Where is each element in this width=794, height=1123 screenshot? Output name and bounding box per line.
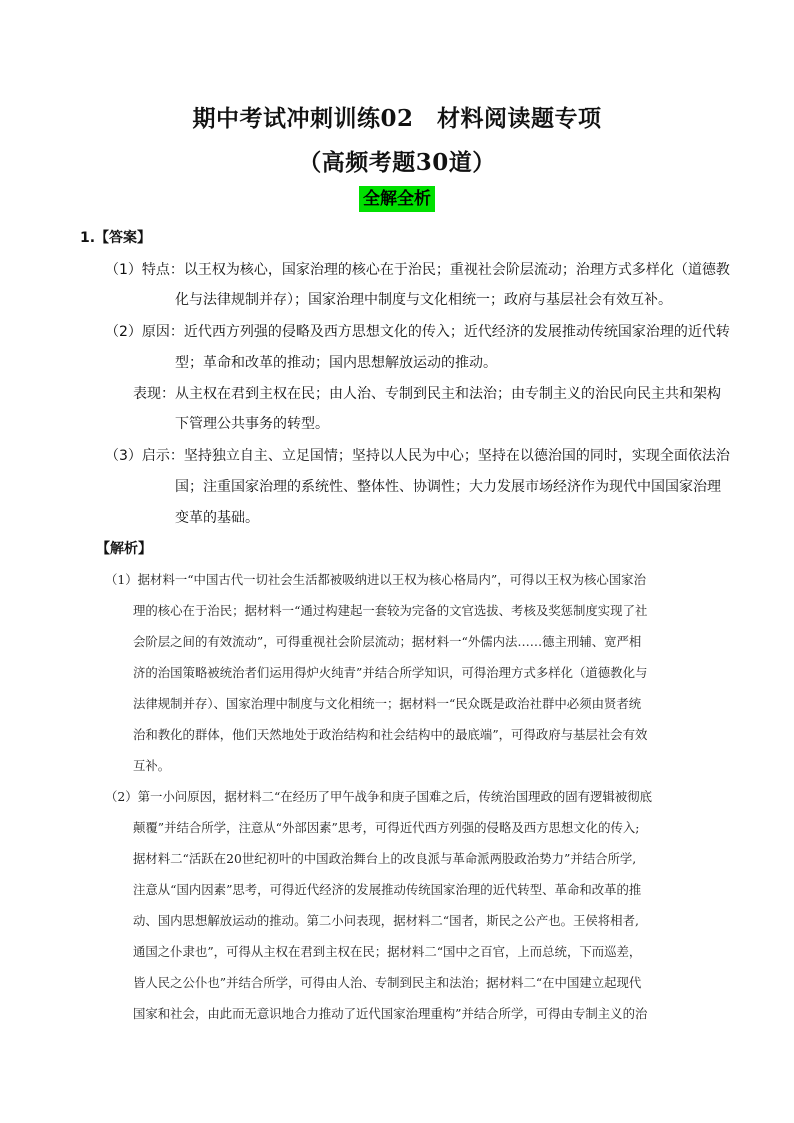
analysis-line: （1）据材料一“中国古代一切社会生活都被吸纳进以王权为核心格局内”，可得以王权为核心国家治 (105, 572, 646, 587)
analysis-line: 法律规制并存）、国家治理中制度与文化相统一；据材料一“民众既是政治社群中必须由贤者统 (133, 696, 642, 711)
analysis-heading: 【解析】 (96, 541, 152, 557)
analysis-line: 皆人民之公仆也”并结合所学，可得由人治、专制到民主和法治；据材料二“在中国建立起现代 (133, 975, 642, 990)
answer-line: 变革的基础。 (175, 510, 259, 526)
analysis-line: 注意从“国内因素”思考，可得近代经济的发展推动传统国家治理的近代转型、革命和改革的推 (133, 882, 642, 897)
analysis-line: 动、国内思想解放运动的推动。第二小问表现，据材料二“国者，斯民之公产也。王侯将相者, (133, 913, 639, 928)
analysis-line: 颠覆”并结合所学，注意从“外部因素”思考，可得近代西方列强的侵略及西方思想文化的传入; (133, 820, 640, 835)
analysis-line: 据材料二“活跃在20世纪初叶的中国政治舞台上的改良派与革命派两股政治势力”并结合所学, (133, 851, 637, 866)
answer-line: 下管理公共事务的转型。 (175, 416, 329, 432)
page-subtitle: （高频考题30道） (298, 149, 496, 176)
analysis-line: （2）第一小问原因，据材料二“在经历了甲午战争和庚子国难之后，传统治国理政的固有逻辑被彻底 (105, 789, 653, 804)
analysis-line: 理的核心在于治民；据材料一“通过构建起一套较为完备的文官选拔、考核及奖惩制度实现了社 (133, 603, 648, 618)
answer-line: （3）启示：坚持独立自主、立足国情；坚持以人民为中心；坚持在以德治国的同时，实现全面依法治 (105, 448, 730, 464)
analysis-line: 通国之仆隶也”，可得从主权在君到主权在民；据材料二“国中之百官，上而总统，下而巡差， (133, 944, 642, 959)
answer-line: （2）原因：近代西方列强的侵略及西方思想文化的传入；近代经济的发展推动传统国家治理的近代转 (105, 324, 730, 340)
analysis-line: 互补。 (133, 758, 171, 773)
answer-line: （1）特点：以王权为核心，国家治理的核心在于治民；重视社会阶层流动；治理方式多样化（道德教 (105, 262, 730, 278)
answer-line: 国；注重国家治理的系统性、整体性、协调性；大力发展市场经济作为现代中国国家治理 (175, 479, 721, 495)
full-analysis-badge: 全解全析 (359, 186, 435, 212)
page-title: 期中考试冲刺训练02 材料阅读题专项 (192, 105, 602, 132)
answer-line: 表现：从主权在君到主权在民；由人治、专制到民主和法治；由专制主义的治民向民主共和架构 (133, 386, 721, 402)
analysis-line: 国家和社会，由此而无意识地合力推动了近代国家治理重构”并结合所学，可得由专制主义的治 (133, 1006, 648, 1021)
answer-line: 化与法律规制并存）；国家治理中制度与文化相统一；政府与基层社会有效互补。 (175, 292, 672, 308)
analysis-line: 济的治国策略被统治者们运用得炉火纯青”并结合所学知识，可得治理方式多样化（道德教化与 (133, 665, 648, 680)
answer-heading: 1.【答案】 (80, 230, 152, 246)
analysis-line: 会阶层之间的有效流动”，可得重视社会阶层流动；据材料一“外儒内法……德主刑辅、宽严相 (133, 634, 642, 649)
answer-line: 型；革命和改革的推动；国内思想解放运动的推动。 (175, 355, 497, 371)
analysis-line: 治和教化的群体，他们天然地处于政治结构和社会结构中的最底端”，可得政府与基层社会有效 (133, 727, 648, 742)
